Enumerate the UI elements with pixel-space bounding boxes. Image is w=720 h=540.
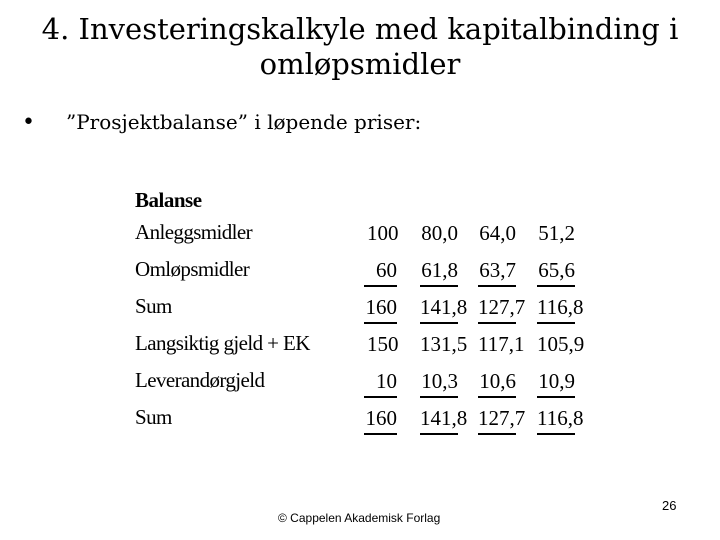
table-cell: 141,8: [420, 292, 458, 324]
table-row: [135, 325, 585, 362]
table-cell: 150: [367, 332, 399, 356]
table-cell: 160: [364, 292, 397, 324]
slide-title-line-2: omløpsmidler: [259, 47, 461, 81]
page-number: 26: [662, 498, 677, 513]
table-cell: 10,6: [478, 366, 516, 398]
copyright-footer: © Cappelen Akademisk Forlag: [278, 511, 441, 525]
table-cell: 160: [364, 403, 397, 435]
table-cell: 60: [364, 255, 397, 287]
table-cell: 141,8: [420, 403, 458, 435]
row-label: Langsiktig gjeld + EK: [135, 331, 310, 355]
table-row: [135, 214, 575, 251]
table-cell: 64,0: [479, 221, 516, 245]
table-cell: 10,3: [420, 366, 458, 398]
table-row: [135, 251, 575, 288]
table-cell: 117,1: [478, 332, 525, 356]
table-cell: 51,2: [538, 221, 575, 245]
table-cell: 116,8: [537, 292, 575, 324]
table-row: [135, 288, 584, 325]
table-cell: 100: [367, 221, 399, 245]
table-cell: 65,6: [537, 255, 575, 287]
bullet-dot-icon: •: [22, 110, 35, 135]
table-cell: 10: [364, 366, 397, 398]
table-row: [135, 399, 584, 436]
table-cell: 105,9: [537, 332, 585, 356]
row-label: Anleggsmidler: [135, 220, 253, 244]
row-label: Sum: [135, 405, 172, 429]
table-cell: 61,8: [420, 255, 458, 287]
table-cell: 10,9: [537, 366, 575, 398]
balance-table: [135, 186, 585, 436]
row-label: Sum: [135, 294, 172, 318]
table-cell: 80,0: [421, 221, 458, 245]
row-label: Omløpsmidler: [135, 257, 250, 281]
balance-heading: Balanse: [135, 188, 202, 212]
table-cell: 131,5: [420, 332, 468, 356]
table-cell: 127,7: [478, 292, 516, 324]
table-row: [135, 362, 575, 399]
table-cell: 127,7: [478, 403, 516, 435]
slide-title: [40, 12, 680, 82]
table-cell: 116,8: [537, 403, 575, 435]
bullet-text: ”Prosjektbalanse” i løpende priser:: [66, 110, 422, 134]
slide-title-line-1: 4. Investeringskalkyle med kapitalbinding i: [41, 12, 679, 46]
row-label: Leverandørgjeld: [135, 368, 265, 392]
table-cell: 63,7: [478, 255, 516, 287]
bullet-item: [22, 108, 421, 137]
